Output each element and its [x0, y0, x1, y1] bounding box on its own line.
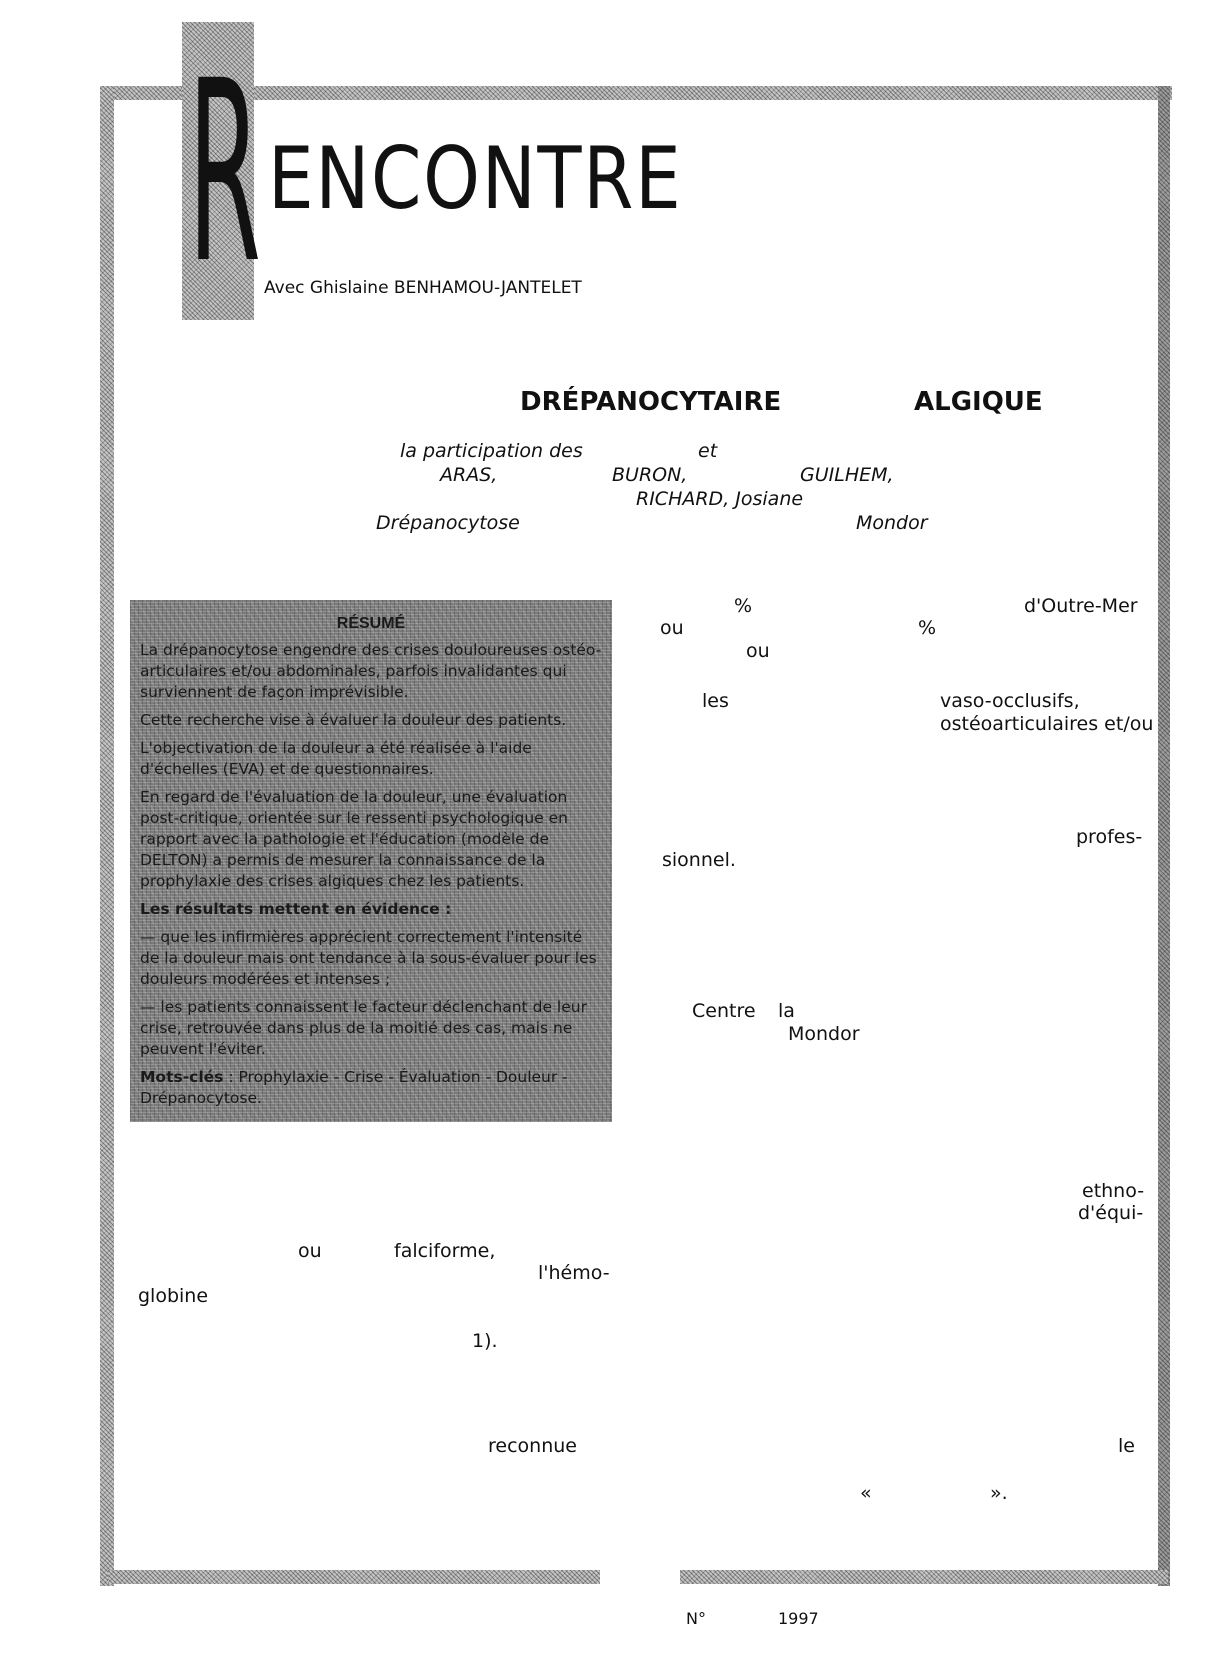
- text-fragment: vaso-occlusifs,: [940, 690, 1080, 712]
- text-fragment: 1).: [472, 1330, 498, 1352]
- text-fragment: d'équi-: [1078, 1202, 1144, 1224]
- abstract-keywords: [140, 1067, 602, 1109]
- article-heading-left: DRÉPANOCYTAIRE: [520, 387, 782, 417]
- abstract-paragraph: L'objectivation de la douleur a été réalisée à l'aide d'échelles (EVA) et de questionnaires.: [140, 739, 532, 778]
- right-border: [1158, 86, 1170, 1586]
- text-fragment: l'hémo-: [538, 1262, 610, 1284]
- text-fragment: d'Outre-Mer: [1024, 595, 1138, 617]
- credits-line2-a: ARAS,: [440, 464, 498, 486]
- text-fragment: sionnel.: [662, 849, 736, 871]
- text-fragment: le: [1118, 1435, 1135, 1457]
- credits-line3: RICHARD, Josiane: [636, 488, 804, 510]
- text-fragment: «: [860, 1482, 872, 1504]
- page-title: ENCONTRE: [268, 129, 683, 229]
- article-heading-right: ALGIQUE: [914, 387, 1043, 417]
- keywords-text: : Prophylaxie - Crise - Évaluation - Douleur - Drépanocytose.: [140, 1068, 568, 1107]
- text-fragment: ou: [746, 640, 770, 662]
- text-fragment: globine: [138, 1285, 209, 1307]
- abstract-paragraph: — que les infirmières apprécient correctement l'intensité de la douleur mais ont tendance à la sous-évaluer pour les douleurs modérées et intenses ;: [140, 928, 597, 988]
- bottom-border-right: [680, 1570, 1168, 1584]
- credits-line1-a: la participation des: [400, 440, 583, 462]
- text-fragment: ».: [990, 1482, 1008, 1504]
- text-fragment: profes-: [1076, 826, 1143, 848]
- text-fragment: falciforme,: [394, 1240, 496, 1262]
- text-fragment: Centre: [692, 1000, 756, 1022]
- credits-line4-b: Mondor: [856, 512, 928, 534]
- text-fragment: %: [918, 617, 937, 639]
- abstract-title: RÉSUMÉ: [336, 615, 406, 632]
- text-fragment: ou: [660, 617, 684, 639]
- keywords-label: Mots-clés: [140, 1068, 224, 1086]
- byline: Avec Ghislaine BENHAMOU-JANTELET: [264, 278, 582, 298]
- abstract-box: [130, 600, 612, 1122]
- text-fragment: les: [702, 690, 729, 712]
- text-fragment: Mondor: [788, 1023, 860, 1045]
- text-fragment: ethno-: [1082, 1180, 1145, 1202]
- abstract-paragraph: En regard de l'évaluation de la douleur, une évaluation post-critique, orientée sur le ressenti psychologique en rapport avec la pathologie et l'éducation (modèle de DELTON) a permis de mesurer la connaissance de la prophylaxie des crises algiques chez les patients.: [140, 788, 568, 890]
- text-fragment: %: [734, 595, 753, 617]
- text-fragment: ou: [298, 1240, 322, 1262]
- title-initial: R: [188, 27, 261, 318]
- issue-year: 1997: [778, 1609, 819, 1628]
- credits-line4-a: Drépanocytose: [376, 512, 520, 534]
- credits-line2-c: GUILHEM,: [800, 464, 894, 486]
- left-border: [100, 86, 114, 1586]
- credits-line2-b: BURON,: [612, 464, 688, 486]
- abstract-results-label: Les résultats mettent en évidence :: [140, 900, 452, 918]
- abstract-paragraph: Cette recherche vise à évaluer la douleur des patients.: [140, 711, 567, 729]
- bottom-border-left: [108, 1570, 600, 1584]
- text-fragment: la: [778, 1000, 795, 1022]
- abstract-paragraph: La drépanocytose engendre des crises douloureuses ostéo-articulaires et/ou abdominales, parfois invalidantes qui surviennent de façon imprévisible.: [140, 641, 602, 701]
- credits-line1-b: et: [698, 440, 718, 462]
- text-fragment: ostéoarticulaires et/ou: [940, 713, 1154, 735]
- issue-number-label: N°: [686, 1609, 706, 1628]
- abstract-paragraph: — les patients connaissent le facteur déclenchant de leur crise, retrouvée dans plus de la moitié des cas, mais ne peuvent l'éviter.: [140, 998, 587, 1058]
- text-fragment: reconnue: [488, 1435, 577, 1457]
